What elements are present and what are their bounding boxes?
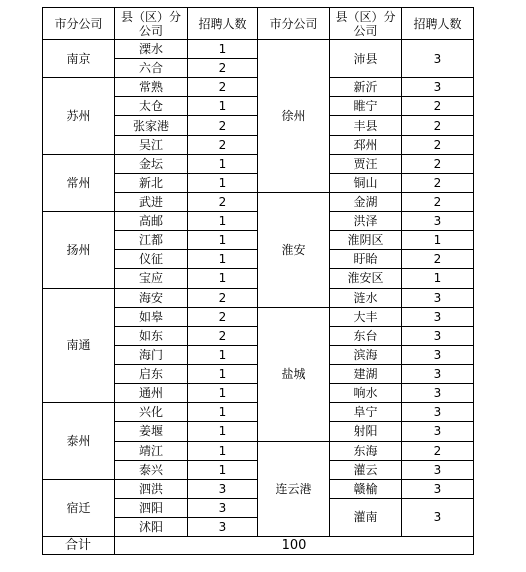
county-cell-text: 仪征 (138, 252, 163, 267)
city-cell-text: 南通 (66, 338, 91, 353)
count-cell (187, 249, 258, 269)
count-cell-text: 2 (433, 443, 442, 458)
total-value (114, 536, 474, 555)
count-cell (401, 173, 474, 193)
header-county-right (329, 7, 402, 40)
county-cell-text: 金湖 (353, 195, 378, 209)
city-cell (42, 479, 115, 537)
county-cell (114, 460, 188, 480)
count-cell-text: 2 (433, 99, 442, 114)
count-cell (187, 326, 258, 346)
county-cell (329, 115, 402, 135)
county-cell-text: 新北 (138, 175, 163, 190)
county-cell-text: 东海 (353, 443, 378, 458)
county-cell-text: 启东 (138, 367, 163, 382)
city-cell-text: 南京 (66, 51, 91, 66)
county-cell-text: 东台 (353, 328, 378, 343)
count-cell-text: 3 (218, 520, 227, 535)
count-cell (187, 96, 258, 116)
count-cell-text: 2 (433, 175, 442, 190)
count-cell (401, 326, 474, 346)
county-cell (114, 421, 188, 441)
county-cell (114, 402, 188, 422)
count-cell (401, 364, 474, 384)
county-cell-text: 泰兴 (138, 462, 163, 477)
county-cell (329, 402, 402, 422)
count-cell (401, 383, 474, 403)
count-cell-text: 3 (433, 424, 442, 439)
county-cell (329, 173, 402, 193)
county-cell-text: 灌云 (353, 462, 378, 477)
count-cell-text: 3 (433, 405, 442, 420)
count-cell (187, 421, 258, 441)
total-label-text: 合计 (65, 537, 92, 553)
county-cell-text: 吴江 (138, 137, 163, 152)
total-value-text: 100 (281, 537, 307, 553)
county-cell-text: 阜宁 (353, 405, 378, 420)
count-cell-text: 3 (433, 347, 442, 362)
count-cell (187, 192, 258, 212)
count-cell (401, 441, 474, 461)
county-cell (329, 249, 402, 269)
count-cell (187, 498, 258, 518)
county-cell-text: 如东 (138, 328, 163, 343)
count-cell (187, 135, 258, 155)
header-city-left (42, 7, 115, 40)
count-cell (401, 402, 474, 422)
count-cell (401, 498, 474, 537)
count-cell (187, 307, 258, 327)
count-cell (187, 39, 258, 59)
county-cell (329, 479, 402, 499)
county-cell (114, 115, 188, 135)
count-cell-text: 3 (433, 309, 442, 324)
county-cell (329, 364, 402, 384)
county-cell-text: 铜山 (353, 175, 378, 190)
county-cell (114, 135, 188, 155)
county-cell-text: 海门 (138, 347, 163, 362)
county-cell-text: 高邮 (138, 214, 163, 229)
county-cell-text: 姜堰 (138, 424, 163, 439)
city-cell-text: 宿迁 (66, 500, 91, 515)
county-cell-text: 如皋 (138, 309, 163, 324)
count-cell-text: 2 (218, 80, 227, 95)
county-cell-text: 丰县 (353, 118, 378, 133)
city-cell (257, 307, 330, 442)
count-cell-text: 1 (218, 386, 227, 401)
county-cell-text: 泗洪 (138, 481, 163, 496)
county-cell (114, 249, 188, 269)
county-cell-text: 洪泽 (353, 214, 378, 229)
count-cell (401, 288, 474, 308)
county-cell (329, 441, 402, 461)
county-cell (329, 307, 402, 327)
count-cell (187, 479, 258, 499)
city-cell-text: 泰州 (66, 434, 91, 448)
count-cell (187, 173, 258, 193)
county-cell-text: 涟水 (353, 290, 378, 305)
county-cell-text: 兴化 (138, 405, 163, 420)
count-cell-text: 1 (433, 233, 442, 248)
count-cell-text: 2 (433, 118, 442, 133)
count-cell (401, 460, 474, 480)
count-cell-text: 2 (218, 137, 227, 152)
county-cell (114, 192, 188, 212)
count-cell (187, 154, 258, 174)
count-cell-text: 1 (433, 271, 442, 286)
count-cell (401, 96, 474, 116)
county-cell-text: 沛县 (353, 51, 378, 66)
count-cell (401, 135, 474, 155)
count-cell-text: 3 (433, 290, 442, 305)
county-cell (114, 77, 188, 97)
count-cell (401, 479, 474, 499)
county-cell (329, 135, 402, 155)
county-cell (114, 441, 188, 461)
county-cell (329, 288, 402, 308)
county-cell (329, 268, 402, 288)
count-cell (401, 421, 474, 441)
count-cell-text: 2 (218, 195, 227, 209)
count-cell-text: 1 (218, 462, 227, 477)
county-cell-text: 金坛 (138, 156, 163, 171)
header-count-left (187, 7, 258, 40)
count-cell-text: 3 (433, 51, 442, 66)
county-cell (114, 307, 188, 327)
count-cell-text: 2 (218, 61, 227, 76)
county-cell (114, 230, 188, 250)
city-cell-text: 连云港 (275, 481, 312, 496)
count-cell (187, 460, 258, 480)
header-county-left (114, 7, 188, 40)
count-cell (401, 154, 474, 174)
county-cell (114, 517, 188, 537)
county-cell (114, 58, 188, 78)
count-cell-text: 1 (218, 214, 227, 229)
county-cell (114, 96, 188, 116)
header-city-left-text: 市分公司 (54, 16, 103, 31)
count-cell-text: 1 (218, 42, 227, 57)
county-cell-text: 灌南 (353, 510, 378, 525)
county-cell-text: 淮阴区 (347, 233, 384, 248)
count-cell (187, 517, 258, 537)
count-cell (401, 230, 474, 250)
count-cell (401, 211, 474, 231)
header-count-right (401, 7, 474, 40)
county-cell (329, 39, 402, 78)
county-cell-text: 建湖 (353, 367, 378, 382)
county-cell (114, 383, 188, 403)
county-cell-text: 张家港 (132, 118, 169, 133)
city-cell (42, 288, 115, 404)
city-cell (42, 154, 115, 212)
city-cell (42, 39, 115, 78)
count-cell-text: 3 (433, 510, 442, 525)
county-cell (114, 479, 188, 499)
county-cell-text: 通州 (138, 386, 163, 401)
count-cell (401, 192, 474, 212)
count-cell-text: 2 (218, 290, 227, 305)
county-cell (329, 460, 402, 480)
county-cell (329, 383, 402, 403)
city-cell-text: 淮安 (281, 242, 306, 257)
county-cell-text: 太仓 (138, 99, 163, 114)
county-cell-text: 武进 (138, 195, 163, 209)
count-cell-text: 2 (218, 309, 227, 324)
count-cell (401, 249, 474, 269)
count-cell-text: 1 (218, 443, 227, 458)
county-cell (114, 268, 188, 288)
count-cell-text: 3 (218, 500, 227, 515)
count-cell (187, 383, 258, 403)
count-cell-text: 2 (433, 195, 442, 209)
count-cell (187, 345, 258, 365)
header-count-left-text: 招聘人数 (198, 16, 247, 31)
county-cell-text: 赣榆 (353, 481, 378, 496)
count-cell-text: 1 (218, 424, 227, 439)
city-cell-text: 扬州 (66, 242, 91, 257)
count-cell (401, 345, 474, 365)
county-cell-text: 新沂 (353, 80, 378, 95)
count-cell-text: 1 (218, 156, 227, 171)
count-cell-text: 1 (218, 233, 227, 248)
count-cell-text: 3 (218, 481, 227, 496)
county-cell-text: 溧水 (138, 42, 163, 57)
county-cell-text: 大丰 (353, 309, 378, 324)
county-cell-text: 射阳 (353, 424, 378, 439)
count-cell-text: 2 (433, 252, 442, 267)
count-cell (187, 77, 258, 97)
header-city-right-text: 市分公司 (269, 16, 318, 31)
count-cell-text: 1 (218, 405, 227, 420)
count-cell (187, 364, 258, 384)
city-cell (42, 402, 115, 479)
county-cell-text: 宝应 (138, 271, 163, 286)
county-cell-text: 滨海 (353, 347, 378, 362)
count-cell (401, 307, 474, 327)
county-cell (329, 211, 402, 231)
county-cell-text: 海安 (138, 290, 163, 305)
county-cell (329, 96, 402, 116)
count-cell-text: 1 (218, 367, 227, 382)
header-county-right-text: 县（区）分 公司 (335, 9, 396, 38)
count-cell (401, 77, 474, 97)
count-cell-text: 3 (433, 214, 442, 229)
city-cell-text: 徐州 (281, 108, 306, 123)
county-cell (329, 345, 402, 365)
county-cell (329, 498, 402, 537)
county-cell (114, 498, 188, 518)
county-cell-text: 沭阳 (138, 520, 163, 535)
county-cell-text: 盱眙 (353, 252, 378, 267)
count-cell-text: 3 (433, 80, 442, 95)
count-cell-text: 1 (218, 99, 227, 114)
county-cell-text: 睢宁 (353, 99, 378, 114)
count-cell (401, 39, 474, 78)
header-count-right-text: 招聘人数 (413, 16, 462, 31)
county-cell (114, 39, 188, 59)
county-cell (329, 154, 402, 174)
county-cell (114, 288, 188, 308)
city-cell (257, 39, 330, 193)
count-cell-text: 3 (433, 386, 442, 401)
count-cell-text: 2 (218, 328, 227, 343)
county-cell-text: 响水 (353, 386, 378, 401)
county-cell (114, 326, 188, 346)
county-cell-text: 泗阳 (138, 500, 163, 515)
count-cell-text: 3 (433, 367, 442, 382)
count-cell (187, 402, 258, 422)
city-cell-text: 苏州 (66, 108, 91, 123)
count-cell (187, 288, 258, 308)
county-cell-text: 常熟 (138, 80, 163, 95)
total-label (42, 536, 115, 555)
count-cell-text: 2 (433, 156, 442, 171)
count-cell-text: 1 (218, 271, 227, 286)
county-cell (114, 211, 188, 231)
count-cell-text: 1 (218, 252, 227, 267)
count-cell-text: 1 (218, 175, 227, 190)
county-cell (329, 77, 402, 97)
count-cell (187, 211, 258, 231)
count-cell (187, 230, 258, 250)
county-cell-text: 邳州 (353, 137, 378, 152)
count-cell (401, 268, 474, 288)
county-cell-text: 贾汪 (353, 156, 378, 171)
count-cell (187, 268, 258, 288)
header-city-right (257, 7, 330, 40)
count-cell-text: 3 (433, 462, 442, 477)
county-cell (114, 345, 188, 365)
count-cell (401, 115, 474, 135)
city-cell (42, 77, 115, 154)
count-cell (187, 441, 258, 461)
city-cell (257, 441, 330, 538)
county-cell-text: 江都 (138, 233, 163, 248)
header-county-left-text: 县（区）分 公司 (120, 9, 181, 38)
count-cell (187, 58, 258, 78)
county-cell (329, 421, 402, 441)
county-cell (114, 154, 188, 174)
count-cell-text: 3 (433, 481, 442, 496)
county-cell-text: 淮安区 (347, 271, 384, 286)
county-cell-text: 六合 (138, 61, 163, 76)
county-cell (329, 192, 402, 212)
count-cell-text: 2 (218, 118, 227, 133)
city-cell-text: 常州 (66, 175, 91, 190)
count-cell-text: 1 (218, 347, 227, 362)
county-cell-text: 靖江 (138, 443, 163, 458)
count-cell (187, 115, 258, 135)
county-cell (329, 230, 402, 250)
city-cell (257, 192, 330, 308)
county-cell (114, 364, 188, 384)
city-cell-text: 盐城 (281, 367, 306, 382)
count-cell-text: 2 (433, 137, 442, 152)
city-cell (42, 211, 115, 288)
county-cell (114, 173, 188, 193)
county-cell (329, 326, 402, 346)
count-cell-text: 3 (433, 328, 442, 343)
